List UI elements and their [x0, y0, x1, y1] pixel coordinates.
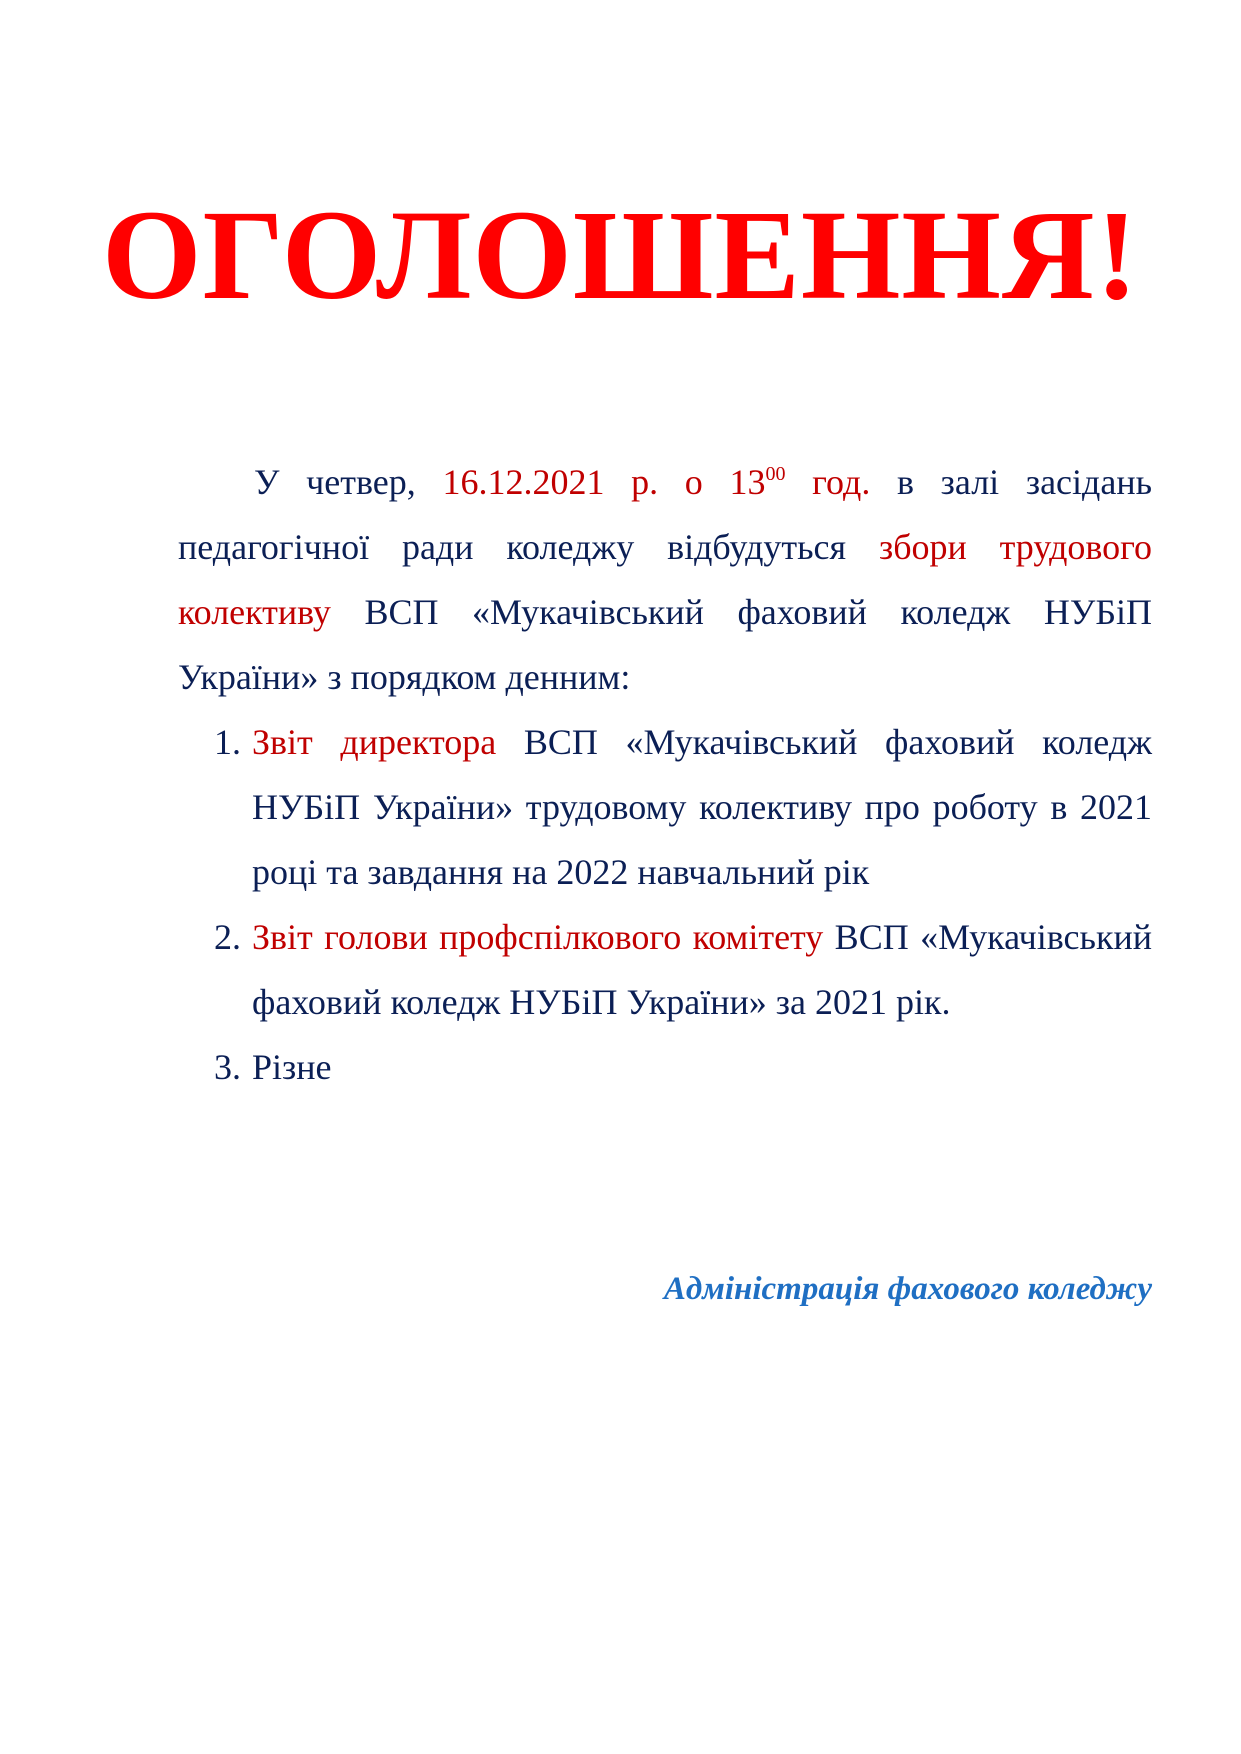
agenda-text: ВСП «Мукачівський фаховий коледж НУБіП України» за 2021 рік. [252, 917, 1152, 1022]
meeting-name: збори трудового колективу [178, 527, 1153, 632]
agenda-list [178, 710, 1152, 1100]
agenda-highlight: Звіт голови профспілкового комітету [252, 917, 824, 957]
agenda-highlight: Звіт директора [252, 722, 497, 762]
intro-part3: ВСП «Мукачівський фаховий коледж НУБіП України» з порядком денним: [178, 592, 1152, 697]
meeting-time-suffix: год. [785, 462, 871, 502]
agenda-item-3 [178, 1035, 1152, 1100]
meeting-date: 16.12.2021 р. о 13 [442, 462, 766, 502]
agenda-item-2 [178, 905, 1152, 1035]
meeting-datetime [442, 462, 870, 502]
announcement-title: ОГОЛОШЕННЯ! [101, 184, 1140, 326]
agenda-text: ВСП «Мукачівський фаховий коледж НУБіП України» трудовому колективу про роботу в 2021 році та завдання на 2022 навчальний рік [252, 722, 1152, 892]
agenda-item-1 [178, 710, 1152, 905]
agenda-number: 1. [214, 722, 241, 762]
announcement-body [178, 450, 1152, 1100]
intro-part1: У четвер, [254, 462, 443, 502]
signature: Адміністрація фахового коледжу [663, 1271, 1152, 1307]
agenda-number: 2. [214, 917, 241, 957]
intro-part2: в залі засідань педагогічної ради коледжу відбудуться [178, 462, 1153, 567]
agenda-number: 3. [214, 1047, 241, 1087]
meeting-time-minutes: 00 [765, 463, 786, 485]
agenda-text: Різне [252, 1047, 332, 1087]
intro-paragraph [178, 450, 1152, 710]
